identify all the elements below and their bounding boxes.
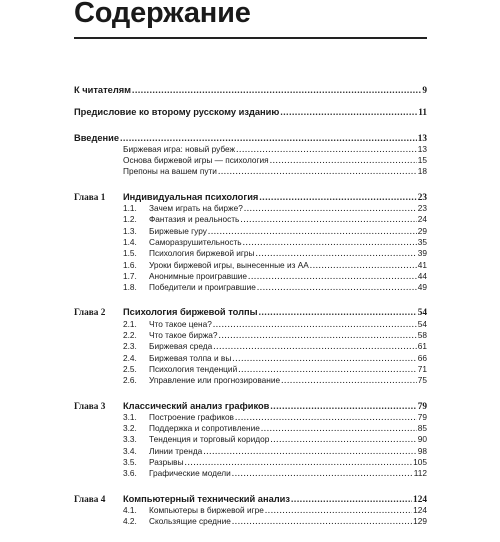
toc-page-number: 13 — [417, 133, 427, 144]
entry-number: 1.3. — [123, 225, 137, 236]
toc-page-number: 15 — [417, 155, 427, 166]
dot-leader — [232, 517, 412, 528]
chapter-heading — [74, 401, 427, 412]
toc-page-number: 85 — [417, 423, 427, 434]
dot-leader — [270, 435, 416, 446]
toc-entry-title: Скользящие средние — [149, 516, 231, 527]
toc-entry-title: Компьютеры в биржевой игре — [149, 504, 264, 515]
toc-entry-title: Построение графиков — [149, 411, 234, 422]
toc-entry — [74, 434, 427, 445]
toc-entry — [74, 237, 427, 248]
toc-entry — [74, 505, 427, 516]
entry-number: 2.2. — [123, 330, 137, 341]
chapter-label: Глава 2 — [74, 308, 106, 319]
dot-leader — [213, 320, 417, 331]
chapter-title: Компьютерный технический анализ — [123, 493, 290, 504]
toc-entry-title: Анонимные проигравшие — [149, 270, 248, 281]
dot-leader — [280, 108, 417, 119]
entry-number: 3.5. — [123, 457, 137, 468]
dot-leader — [243, 238, 417, 249]
toc-entry-title: Зачем играть на бирже? — [149, 203, 243, 214]
toc-entry-title: Управление или прогнозирование — [149, 375, 281, 386]
entry-number: 3.1. — [123, 411, 137, 422]
toc-entry-title: Психология биржевой игры — [149, 248, 255, 259]
chapter-heading — [74, 192, 427, 203]
entry-number: 1.1. — [123, 203, 137, 214]
dot-leader — [219, 331, 417, 342]
toc-entry-title: Поддержка и сопротивление — [149, 423, 260, 434]
section-label: Введение — [74, 132, 120, 143]
toc-page-number: 124 — [413, 504, 427, 515]
dot-leader — [213, 342, 417, 353]
toc-entry — [74, 248, 427, 259]
toc-entry-title: Предисловие ко второму русскому изданию — [74, 107, 280, 118]
toc-entry — [74, 271, 427, 282]
toc-entry-title: Психология тенденций — [149, 363, 238, 374]
toc-page-number: 58 — [417, 330, 427, 341]
entry-number: 1.7. — [123, 270, 137, 281]
toc-page-number: 79 — [417, 411, 427, 422]
toc-entry — [74, 364, 427, 375]
entry-number: 3.4. — [123, 445, 137, 456]
toc-entry-title: Победители и проигравшие — [149, 282, 256, 293]
toc-page-number: 98 — [417, 445, 427, 456]
entry-number: 2.1. — [123, 318, 137, 329]
chapter-section — [74, 307, 427, 386]
toc-page-number: 29 — [417, 225, 427, 236]
toc-page-number: 49 — [417, 282, 427, 293]
dot-leader — [235, 413, 417, 424]
dot-leader — [261, 424, 417, 435]
toc-entry-title: Саморазрушительность — [149, 236, 242, 247]
toc-page-number: 71 — [417, 363, 427, 374]
entry-number: 1.5. — [123, 248, 137, 259]
toc-page-number: 124 — [413, 494, 427, 505]
entry-number: 2.4. — [123, 352, 137, 363]
title-rule — [74, 37, 427, 39]
toc-entry — [74, 457, 427, 468]
chapter-title: Индивидуальная психология — [123, 191, 259, 202]
entry-number: 1.8. — [123, 282, 137, 293]
toc-page-number: 9 — [422, 86, 427, 96]
toc-page-number: 129 — [413, 516, 427, 527]
toc-entry — [74, 446, 427, 457]
toc-entry — [74, 226, 427, 237]
toc-entry — [74, 412, 427, 423]
dot-leader — [281, 376, 417, 387]
dot-leader — [248, 272, 417, 283]
chapter-heading — [74, 494, 427, 505]
dot-leader — [240, 215, 416, 226]
toc-entry — [74, 319, 427, 330]
toc-entry-title: Уроки биржевой игры, вынесенные из АА — [149, 259, 309, 270]
intro-section — [74, 85, 427, 119]
toc-page-number: 54 — [417, 318, 427, 329]
toc-page-number: 23 — [417, 203, 427, 214]
chapter-section — [74, 192, 427, 294]
toc-page-number: 44 — [417, 270, 427, 281]
chapter-heading — [74, 307, 427, 318]
toc-entry-title: К читателям — [74, 85, 132, 95]
toc-page-number: 23 — [417, 192, 427, 203]
toc-page-number: 24 — [417, 214, 427, 225]
introduction-section — [74, 133, 427, 178]
entry-number: 3.6. — [123, 468, 137, 479]
entry-number: 1.2. — [123, 214, 137, 225]
dot-leader — [270, 402, 416, 413]
entry-number: 3.2. — [123, 423, 137, 434]
toc-entry — [74, 203, 427, 214]
toc-entry — [74, 375, 427, 386]
entry-number: 4.2. — [123, 516, 137, 527]
toc-entry-readers — [74, 85, 427, 96]
entry-number: 1.4. — [123, 236, 137, 247]
dot-leader — [218, 167, 417, 178]
dot-leader — [203, 447, 416, 458]
toc-entry-title: Препоны на вашем пути — [123, 166, 217, 177]
chapter-section — [74, 401, 427, 480]
dot-leader — [244, 204, 417, 215]
toc-entry-title: Что такое биржа? — [149, 330, 218, 341]
toc-entry — [74, 341, 427, 352]
toc-entry — [74, 155, 427, 166]
toc-entry-title: Фантазия и реальность — [149, 214, 240, 225]
chapter-section — [74, 494, 427, 528]
dot-leader — [270, 156, 417, 167]
toc-entry — [74, 423, 427, 434]
dot-leader — [259, 308, 417, 319]
toc-page-number: 41 — [417, 259, 427, 270]
toc-entry-title: Биржевые гуру — [149, 225, 207, 236]
toc-entry — [74, 516, 427, 527]
toc-page-number: 35 — [417, 236, 427, 247]
toc-entry-title: Графические модели — [149, 468, 231, 479]
toc-page-number: 66 — [417, 352, 427, 363]
toc-page-number: 112 — [413, 468, 427, 479]
entry-number: 4.1. — [123, 504, 137, 515]
toc-page-number: 18 — [417, 166, 427, 177]
toc-entry-title: Биржевая среда — [149, 341, 213, 352]
entry-number: 1.6. — [123, 259, 137, 270]
toc-page-number: 75 — [417, 375, 427, 386]
chapter-title: Классический анализ графиков — [123, 400, 270, 411]
toc-entry-title: Биржевая толпа и вы — [149, 352, 232, 363]
dot-leader — [232, 469, 413, 480]
entry-number: 2.5. — [123, 363, 137, 374]
toc-entry — [74, 144, 427, 155]
toc-entry — [74, 282, 427, 293]
table-of-contents — [74, 85, 427, 542]
toc-entry-title: Разрывы — [149, 457, 184, 468]
toc-page-number: 105 — [413, 457, 427, 468]
toc-entry — [74, 468, 427, 479]
chapter-label: Глава 1 — [74, 192, 106, 203]
section-heading — [74, 133, 427, 144]
toc-page-number: 61 — [417, 341, 427, 352]
entry-number: 2.6. — [123, 375, 137, 386]
toc-entry — [74, 260, 427, 271]
toc-entry — [74, 166, 427, 177]
toc-page-number: 79 — [417, 401, 427, 412]
dot-leader — [310, 261, 417, 272]
entry-number: 2.3. — [123, 341, 137, 352]
dot-leader — [257, 283, 417, 294]
toc-page-number: 39 — [417, 248, 427, 259]
chapter-label: Глава 4 — [74, 494, 106, 505]
toc-entry — [74, 214, 427, 225]
entry-number: 3.3. — [123, 434, 137, 445]
dot-leader — [232, 354, 416, 365]
toc-entry-title: Биржевая игра: новый рубеж — [123, 143, 236, 154]
page-title: Содержание — [74, 0, 251, 29]
toc-page-number: 90 — [417, 434, 427, 445]
dot-leader — [259, 193, 416, 204]
dot-leader — [265, 506, 412, 517]
toc-page-number: 11 — [418, 108, 427, 119]
chapter-label: Глава 3 — [74, 401, 106, 412]
toc-entry-title: Тенденция и торговый коридор — [149, 434, 270, 445]
toc-page-number: 54 — [417, 308, 427, 319]
chapter-title: Психология биржевой толпы — [123, 307, 258, 318]
toc-entry-title: Что такое цена? — [149, 318, 212, 329]
toc-entry-title: Линии тренда — [149, 445, 203, 456]
dot-leader — [132, 86, 421, 97]
toc-entry-title: Основа биржевой игры — психология — [123, 155, 269, 166]
toc-entry-preface — [74, 107, 427, 118]
toc-entry — [74, 330, 427, 341]
toc-page-number: 13 — [417, 143, 427, 154]
dot-leader — [291, 495, 412, 506]
toc-entry — [74, 353, 427, 364]
